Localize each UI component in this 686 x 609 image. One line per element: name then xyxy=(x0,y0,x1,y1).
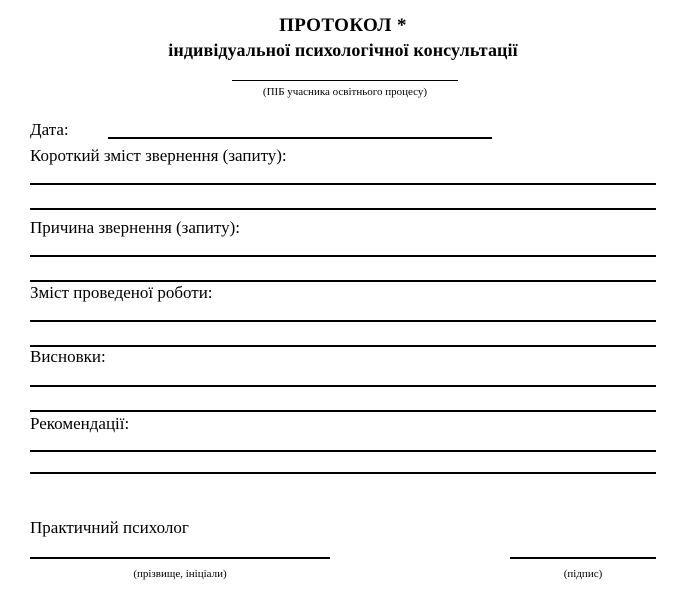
document-header xyxy=(0,14,686,62)
signature-role-label: Практичний психолог xyxy=(30,518,189,537)
answer-rule-recommendations-1[interactable] xyxy=(30,450,656,452)
participant-name-caption: (ПІБ учасника освітнього процесу) xyxy=(262,86,428,98)
date-row xyxy=(30,119,470,141)
signature-name-rule[interactable] xyxy=(30,557,330,559)
page-subtitle: індивідуальної психологічної консультації xyxy=(168,40,518,60)
answer-rule-recommendations-2[interactable] xyxy=(30,472,656,474)
signature-sign-caption: (підпис) xyxy=(563,568,603,580)
answer-rule-work-content-2[interactable] xyxy=(30,345,656,347)
date-label: Дата: xyxy=(30,120,69,139)
answer-rule-brief-content-2[interactable] xyxy=(30,208,656,210)
signature-name-caption: (прізвище, ініціали) xyxy=(133,568,227,580)
participant-name-rule[interactable] xyxy=(232,80,458,81)
answer-rule-conclusions-1[interactable] xyxy=(30,385,656,387)
signature-sign-rule[interactable] xyxy=(510,557,656,559)
field-label-reason: Причина звернення (запиту): xyxy=(30,218,240,237)
date-rule[interactable] xyxy=(108,137,492,139)
field-label-work-content: Зміст проведеної роботи: xyxy=(30,283,213,302)
answer-rule-work-content-1[interactable] xyxy=(30,320,656,322)
page-title: ПРОТОКОЛ * xyxy=(279,15,407,36)
answer-rule-reason-1[interactable] xyxy=(30,255,656,257)
answer-rule-conclusions-2[interactable] xyxy=(30,410,656,412)
answer-rule-brief-content-1[interactable] xyxy=(30,183,656,185)
field-label-recommendations: Рекомендації: xyxy=(30,414,130,433)
field-label-brief-content: Короткий зміст звернення (запиту): xyxy=(30,146,287,165)
field-label-conclusions: Висновки: xyxy=(30,347,106,366)
